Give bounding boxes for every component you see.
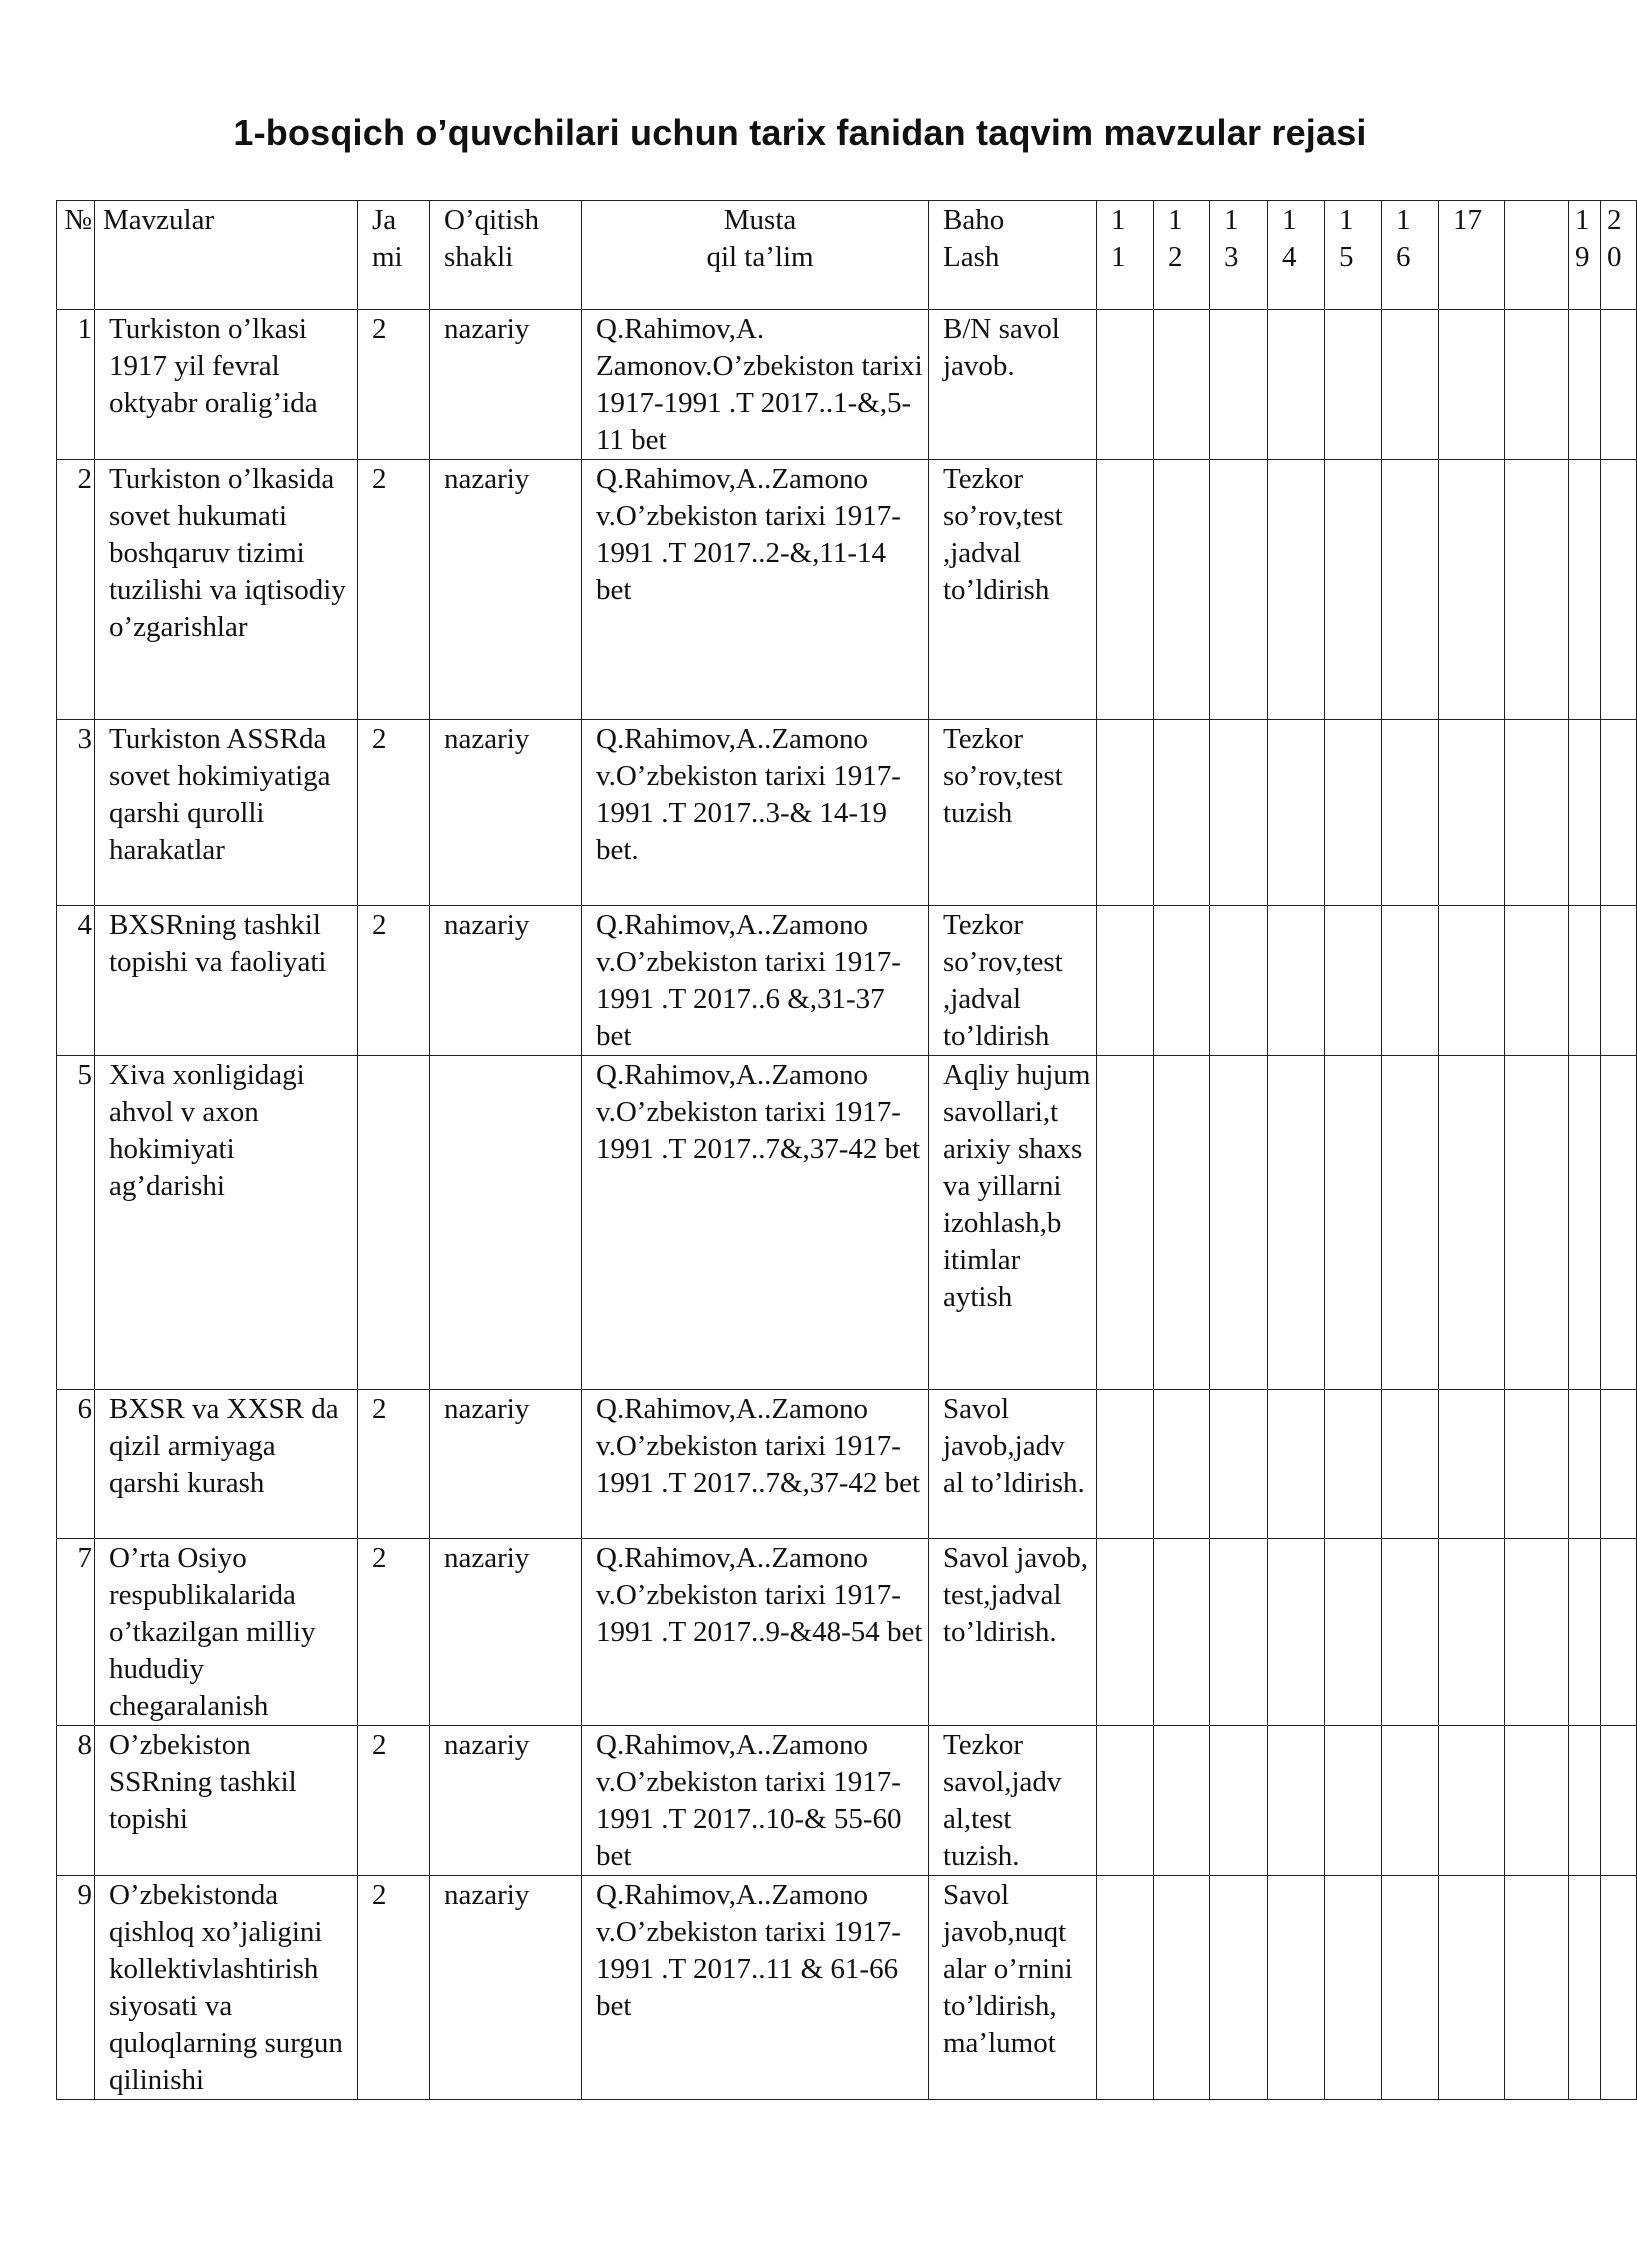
row-week-cell (1439, 1726, 1505, 1876)
row-week-cell (1268, 1056, 1325, 1390)
row-week-cell (1439, 1539, 1505, 1726)
row-week-cell (1210, 460, 1268, 720)
row-week-cell (1154, 1726, 1210, 1876)
row-week-cell (1505, 310, 1569, 460)
header-week: 1 5 (1325, 201, 1382, 310)
row-week-cell (1569, 1876, 1601, 2100)
header-week: 1 9 (1569, 201, 1601, 310)
table-row (57, 1056, 1637, 1390)
row-week-cell (1601, 310, 1637, 460)
row-form: nazariy (430, 1390, 582, 1539)
row-week-cell (1569, 1056, 1601, 1390)
row-week-cell (1601, 1539, 1637, 1726)
row-week-cell (1268, 310, 1325, 460)
row-week-cell (1569, 1539, 1601, 1726)
header-self-study: Musta qil ta’lim (582, 201, 929, 310)
header-assessment: Baho Lash (929, 201, 1097, 310)
row-week-cell (1097, 1726, 1154, 1876)
row-week-cell (1382, 1539, 1439, 1726)
row-week-cell (1154, 310, 1210, 460)
row-week-cell (1268, 1726, 1325, 1876)
row-week-cell (1097, 1056, 1154, 1390)
row-week-cell (1505, 1539, 1569, 1726)
row-week-cell (1325, 906, 1382, 1056)
row-week-cell (1569, 1390, 1601, 1539)
row-week-cell (1382, 720, 1439, 906)
header-week: 1 4 (1268, 201, 1325, 310)
row-week-cell (1268, 720, 1325, 906)
table-row (57, 1726, 1637, 1876)
row-form: nazariy (430, 906, 582, 1056)
row-num: 6 (57, 1390, 95, 1539)
row-reference: Q.Rahimov,A..Zamono v.O’zbekiston tarixi 1917-1991 .T 2017..2-&,11-14 bet (582, 460, 929, 720)
row-week-cell (1505, 1726, 1569, 1876)
row-week-cell (1439, 1390, 1505, 1539)
schedule-table (56, 200, 1637, 2100)
row-week-cell (1097, 906, 1154, 1056)
row-week-cell (1601, 906, 1637, 1056)
table-body (57, 310, 1637, 2100)
row-week-cell (1325, 460, 1382, 720)
row-hours: 2 (358, 1726, 430, 1876)
row-week-cell (1154, 1539, 1210, 1726)
row-week-cell (1505, 460, 1569, 720)
header-week: 1 2 (1154, 201, 1210, 310)
row-hours: 2 (358, 906, 430, 1056)
row-week-cell (1154, 720, 1210, 906)
row-reference: Q.Rahimov,A..Zamono v.O’zbekiston tarixi 1917-1991 .T 2017..6 &,31-37 bet (582, 906, 929, 1056)
row-week-cell (1325, 720, 1382, 906)
header-row (57, 201, 1637, 310)
row-hours: 2 (358, 1539, 430, 1726)
header-week: 1 6 (1382, 201, 1439, 310)
row-topic: Turkiston ASSRda sovet hokimiyatiga qarshi qurolli harakatlar (95, 720, 358, 906)
row-week-cell (1210, 310, 1268, 460)
table-row (57, 1876, 1637, 2100)
row-week-cell (1268, 460, 1325, 720)
row-assessment: Tezkor so’rov,test tuzish (929, 720, 1097, 906)
row-assessment: Savol javob, test,jadval to’ldirish. (929, 1539, 1097, 1726)
row-assessment: Tezkor so’rov,test ,jadval to’ldirish (929, 460, 1097, 720)
row-hours (358, 1056, 430, 1390)
header-week (1505, 201, 1569, 310)
header-total-hours: Ja mi (358, 201, 430, 310)
row-assessment: Aqliy hujum savollari,t arixiy shaxs va yillarni izohlash,b itimlar aytish (929, 1056, 1097, 1390)
row-num: 4 (57, 906, 95, 1056)
table-row (57, 906, 1637, 1056)
row-week-cell (1382, 1726, 1439, 1876)
row-week-cell (1439, 720, 1505, 906)
row-num: 1 (57, 310, 95, 460)
row-week-cell (1439, 310, 1505, 460)
table-row (57, 1390, 1637, 1539)
row-week-cell (1601, 1390, 1637, 1539)
row-assessment: Tezkor so’rov,test ,jadval to’ldirish (929, 906, 1097, 1056)
row-week-cell (1382, 1390, 1439, 1539)
row-hours: 2 (358, 1390, 430, 1539)
row-form (430, 1056, 582, 1390)
row-num: 9 (57, 1876, 95, 2100)
row-week-cell (1382, 310, 1439, 460)
row-week-cell (1439, 460, 1505, 720)
row-week-cell (1154, 906, 1210, 1056)
row-num: 7 (57, 1539, 95, 1726)
row-week-cell (1601, 460, 1637, 720)
row-week-cell (1601, 1876, 1637, 2100)
row-week-cell (1505, 1876, 1569, 2100)
header-week: 1 1 (1097, 201, 1154, 310)
row-form: nazariy (430, 1539, 582, 1726)
row-reference: Q.Rahimov,A..Zamono v.O’zbekiston tarixi 1917-1991 .T 2017..11 & 61-66 bet (582, 1876, 929, 2100)
row-week-cell (1097, 1876, 1154, 2100)
row-week-cell (1601, 720, 1637, 906)
row-topic: Xiva xonligidagi ahvol v axon hokimiyati ag’darishi (95, 1056, 358, 1390)
row-week-cell (1097, 720, 1154, 906)
row-hours: 2 (358, 720, 430, 906)
row-week-cell (1382, 460, 1439, 720)
row-week-cell (1154, 1390, 1210, 1539)
row-form: nazariy (430, 1726, 582, 1876)
row-topic: O’zbekiston SSRning tashkil topishi (95, 1726, 358, 1876)
row-assessment: Savol javob,nuqt alar o’rnini to’ldirish, ma’lumot (929, 1876, 1097, 2100)
row-assessment: Savol javob,jadv al to’ldirish. (929, 1390, 1097, 1539)
row-week-cell (1569, 310, 1601, 460)
row-reference: Q.Rahimov,A. Zamonov.O’zbekiston tarixi 1917-1991 .T 2017..1-&,5-11 bet (582, 310, 929, 460)
row-form: nazariy (430, 1876, 582, 2100)
row-week-cell (1210, 720, 1268, 906)
row-reference: Q.Rahimov,A..Zamono v.O’zbekiston tarixi 1917-1991 .T 2017..7&,37-42 bet (582, 1056, 929, 1390)
row-week-cell (1325, 310, 1382, 460)
row-topic: O’zbekistonda qishloq xo’jaligini kollektivlashtirish siyosati va quloqlarning surgun qilinishi (95, 1876, 358, 2100)
row-week-cell (1382, 906, 1439, 1056)
row-week-cell (1210, 1726, 1268, 1876)
row-week-cell (1505, 720, 1569, 906)
row-week-cell (1439, 1056, 1505, 1390)
page-title: 1-bosqich o’quvchilari uchun tarix fanidan taqvim mavzular rejasi (233, 112, 1367, 153)
row-form: nazariy (430, 720, 582, 906)
row-form: nazariy (430, 460, 582, 720)
row-week-cell (1268, 906, 1325, 1056)
row-week-cell (1325, 1876, 1382, 2100)
header-num: № (57, 201, 95, 310)
row-week-cell (1439, 1876, 1505, 2100)
table-row (57, 310, 1637, 460)
row-assessment: Tezkor savol,jadv al,test tuzish. (929, 1726, 1097, 1876)
row-week-cell (1268, 1876, 1325, 2100)
row-week-cell (1505, 1056, 1569, 1390)
row-hours: 2 (358, 1876, 430, 2100)
row-week-cell (1325, 1726, 1382, 1876)
row-week-cell (1268, 1539, 1325, 1726)
row-num: 5 (57, 1056, 95, 1390)
row-week-cell (1097, 1390, 1154, 1539)
row-week-cell (1268, 1390, 1325, 1539)
row-week-cell (1382, 1056, 1439, 1390)
row-topic: Turkiston o’lkasi 1917 yil fevral oktyabr oralig’ida (95, 310, 358, 460)
row-week-cell (1569, 906, 1601, 1056)
row-week-cell (1569, 1726, 1601, 1876)
header-week: 2 0 (1601, 201, 1637, 310)
row-week-cell (1569, 460, 1601, 720)
row-week-cell (1505, 906, 1569, 1056)
row-week-cell (1325, 1056, 1382, 1390)
row-topic: BXSRning tashkil topishi va faoliyati (95, 906, 358, 1056)
row-week-cell (1097, 310, 1154, 460)
row-week-cell (1154, 1056, 1210, 1390)
row-week-cell (1097, 1539, 1154, 1726)
header-teaching-form: O’qitish shakli (430, 201, 582, 310)
row-week-cell (1210, 1876, 1268, 2100)
header-topic: Mavzular (95, 201, 358, 310)
row-week-cell (1097, 460, 1154, 720)
row-week-cell (1505, 1390, 1569, 1539)
row-week-cell (1210, 906, 1268, 1056)
row-week-cell (1210, 1390, 1268, 1539)
row-week-cell (1601, 1726, 1637, 1876)
row-reference: Q.Rahimov,A..Zamono v.O’zbekiston tarixi 1917-1991 .T 2017..3-& 14-19 bet. (582, 720, 929, 906)
row-topic: Turkiston o’lkasida sovet hukumati boshqaruv tizimi tuzilishi va iqtisodiy o’zgarishlar (95, 460, 358, 720)
row-reference: Q.Rahimov,A..Zamono v.O’zbekiston tarixi 1917-1991 .T 2017..9-&48-54 bet (582, 1539, 929, 1726)
row-num: 3 (57, 720, 95, 906)
row-assessment: B/N savol javob. (929, 310, 1097, 460)
row-form: nazariy (430, 310, 582, 460)
row-week-cell (1569, 720, 1601, 906)
row-week-cell (1210, 1539, 1268, 1726)
row-num: 8 (57, 1726, 95, 1876)
table-row (57, 1539, 1637, 1726)
row-hours: 2 (358, 460, 430, 720)
row-topic: BXSR va XXSR da qizil armiyaga qarshi kurash (95, 1390, 358, 1539)
row-num: 2 (57, 460, 95, 720)
table-row (57, 460, 1637, 720)
header-week: 1 3 (1210, 201, 1268, 310)
row-week-cell (1601, 1056, 1637, 1390)
row-week-cell (1210, 1056, 1268, 1390)
row-hours: 2 (358, 310, 430, 460)
row-week-cell (1154, 460, 1210, 720)
table-row (57, 720, 1637, 906)
row-week-cell (1325, 1390, 1382, 1539)
row-week-cell (1382, 1876, 1439, 2100)
row-reference: Q.Rahimov,A..Zamono v.O’zbekiston tarixi 1917-1991 .T 2017..10-& 55-60 bet (582, 1726, 929, 1876)
row-topic: O’rta Osiyo respublikalarida o’tkazilgan milliy hududiy chegaralanish (95, 1539, 358, 1726)
header-week: 17 (1439, 201, 1505, 310)
row-week-cell (1154, 1876, 1210, 2100)
row-week-cell (1325, 1539, 1382, 1726)
row-reference: Q.Rahimov,A..Zamono v.O’zbekiston tarixi 1917-1991 .T 2017..7&,37-42 bet (582, 1390, 929, 1539)
row-week-cell (1439, 906, 1505, 1056)
